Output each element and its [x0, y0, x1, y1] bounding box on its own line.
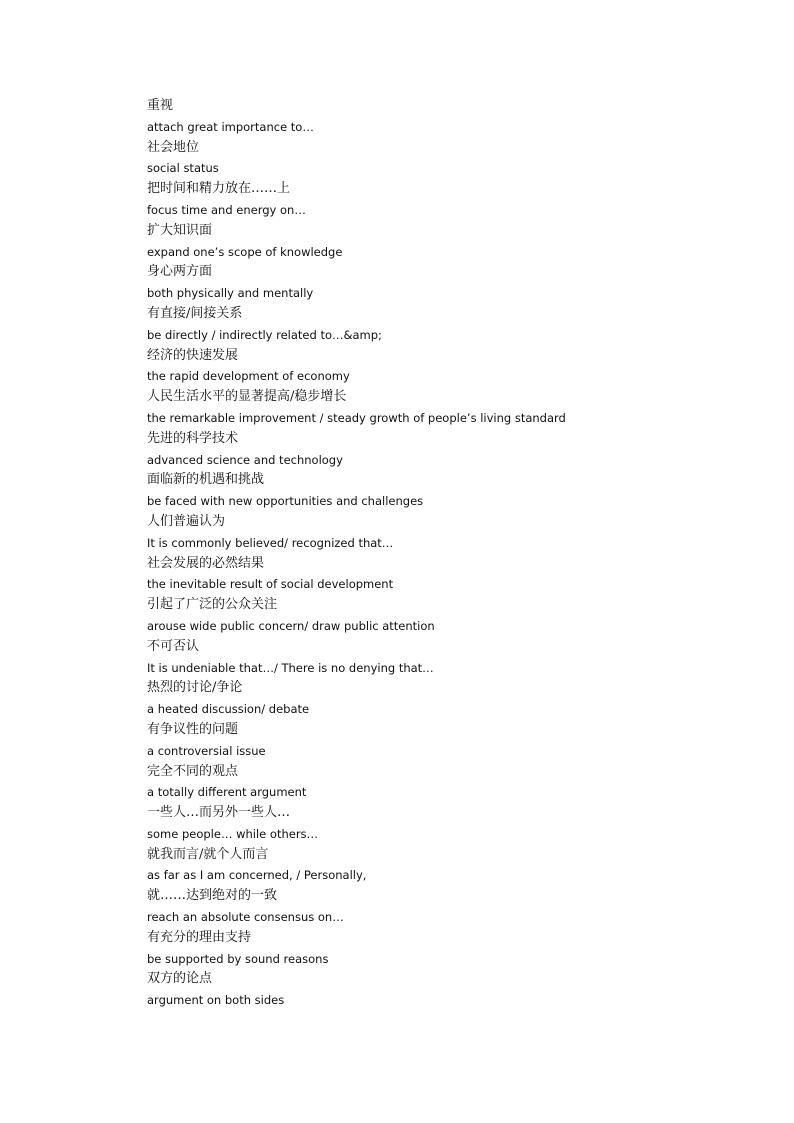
english-phrase: It is commonly believed/ recognized that… [147, 535, 394, 550]
chinese-phrase: 热烈的讨论/争论 [147, 680, 243, 696]
chinese-phrase: 双方的论点 [147, 971, 213, 987]
phrase-list [147, 96, 566, 1011]
english-phrase: the remarkable improvement / steady growth of people’s living standard [147, 410, 566, 425]
phrase-entry [147, 845, 566, 887]
english-phrase: focus time and energy on… [147, 202, 306, 217]
phrase-entry [147, 637, 566, 679]
phrase-entry [147, 762, 566, 804]
chinese-phrase: 引起了广泛的公众关注 [147, 597, 278, 613]
english-phrase: reach an absolute consensus on… [147, 910, 344, 925]
chinese-phrase: 把时间和精力放在……上 [147, 181, 291, 197]
english-phrase: as far as I am concerned, / Personally, [147, 868, 367, 883]
chinese-phrase: 重视 [147, 98, 174, 113]
english-phrase: social status [147, 161, 219, 176]
phrase-entry [147, 886, 566, 928]
chinese-phrase: 扩大知识面 [147, 222, 213, 238]
english-phrase: arouse wide public concern/ draw public attention [147, 618, 435, 633]
chinese-phrase: 完全不同的观点 [147, 763, 239, 779]
phrase-entry [147, 179, 566, 221]
phrase-entry [147, 387, 566, 429]
phrase-entry [147, 554, 566, 596]
chinese-phrase: 人民生活水平的显著提高/稳步增长 [147, 389, 347, 405]
phrase-entry [147, 304, 566, 346]
chinese-phrase: 面临新的机遇和挑战 [147, 472, 265, 488]
chinese-phrase: 就我而言/就个人而言 [147, 846, 269, 862]
english-phrase: advanced science and technology [147, 452, 343, 467]
chinese-phrase: 一些人…而另外一些人… [147, 805, 291, 821]
chinese-phrase: 身心两方面 [147, 264, 213, 280]
chinese-phrase: 先进的科学技术 [147, 430, 239, 446]
english-phrase: It is undeniable that…/ There is no denying that… [147, 660, 434, 675]
chinese-phrase: 人们普遍认为 [147, 513, 226, 529]
english-phrase: some people… while others… [147, 826, 319, 841]
english-phrase: both physically and mentally [147, 286, 314, 301]
english-phrase: a totally different argument [147, 785, 307, 800]
english-phrase: expand one’s scope of knowledge [147, 244, 343, 259]
english-phrase: be directly / indirectly related to…&amp; [147, 327, 382, 342]
chinese-phrase: 不可否认 [147, 638, 200, 654]
chinese-phrase: 就……达到绝对的一致 [147, 888, 278, 904]
english-phrase: attach great importance to… [147, 119, 314, 134]
phrase-entry [147, 595, 566, 637]
phrase-entry [147, 678, 566, 720]
phrase-entry [147, 96, 566, 138]
phrase-entry [147, 720, 566, 762]
phrase-entry [147, 262, 566, 304]
chinese-phrase: 有充分的理由支持 [147, 929, 252, 945]
phrase-entry [147, 346, 566, 388]
english-phrase: the rapid development of economy [147, 369, 350, 384]
english-phrase: the inevitable result of social development [147, 577, 394, 592]
chinese-phrase: 有直接/间接关系 [147, 305, 243, 321]
english-phrase: a controversial issue [147, 743, 266, 758]
phrase-entry [147, 429, 566, 471]
phrase-entry [147, 803, 566, 845]
phrase-entry [147, 928, 566, 970]
chinese-phrase: 有争议性的问题 [147, 721, 239, 737]
phrase-entry [147, 221, 566, 263]
phrase-entry [147, 470, 566, 512]
phrase-entry [147, 969, 566, 1011]
chinese-phrase: 社会发展的必然结果 [147, 555, 265, 571]
chinese-phrase: 社会地位 [147, 139, 200, 155]
phrase-entry [147, 512, 566, 554]
chinese-phrase: 经济的快速发展 [147, 347, 239, 363]
english-phrase: argument on both sides [147, 993, 285, 1008]
english-phrase: a heated discussion/ debate [147, 702, 310, 717]
english-phrase: be supported by sound reasons [147, 951, 329, 966]
english-phrase: be faced with new opportunities and challenges [147, 494, 424, 509]
phrase-entry [147, 138, 566, 180]
